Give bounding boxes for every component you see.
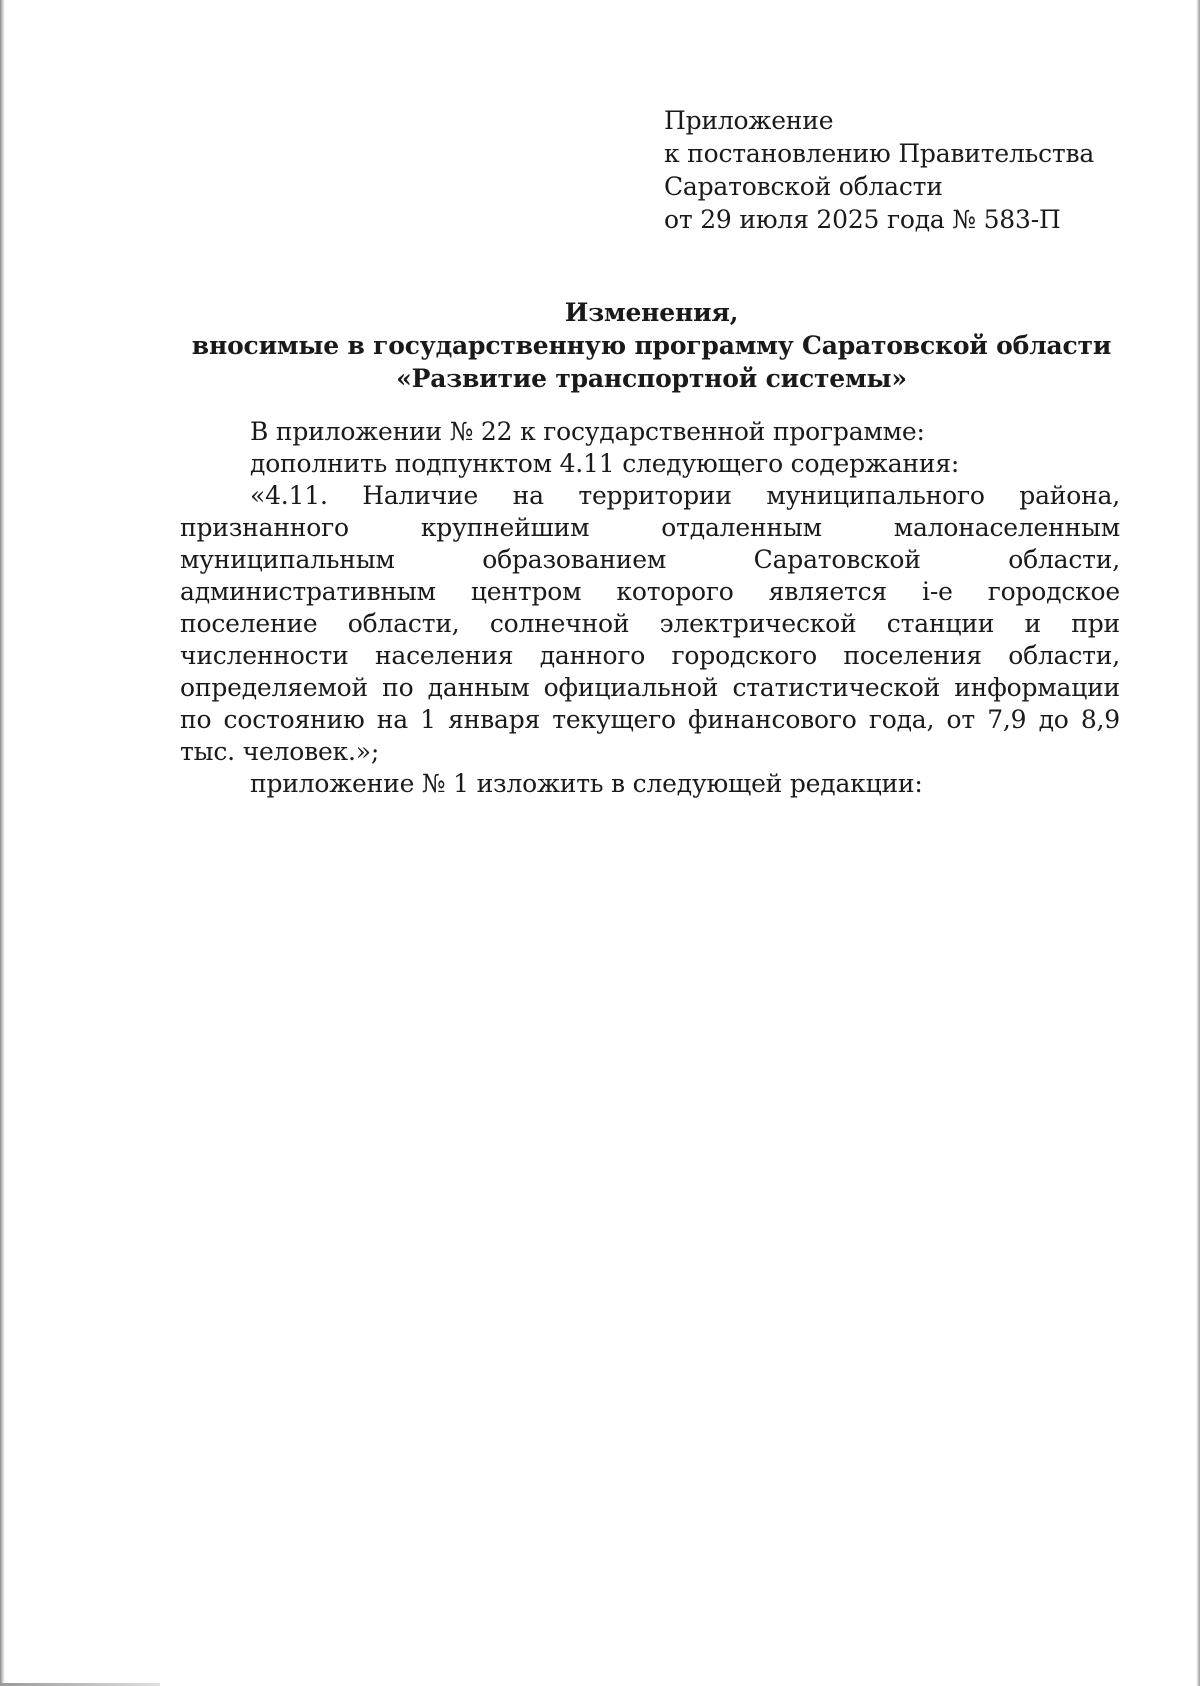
title-line-program-name: «Развитие транспортной системы» <box>396 364 907 393</box>
approval-block <box>664 104 1094 236</box>
approval-line-resolution: к постановлению Правительства <box>664 139 1095 168</box>
scan-edge-left <box>0 0 5 1686</box>
scan-edge-right <box>1196 0 1200 1686</box>
approval-line-date-number: от 29 июля 2025 года № 583-П <box>664 205 1061 234</box>
paragraph-subitem-4-11: «4.11. Наличие на территории муниципального района, признанного крупнейшим отдаленным малонаселенным муниципальным образованием Саратовской области, административным центром которого является i-е городское поселение области, солнечной электрической станции и при численности населения данного городского поселения области, определяемой по данным официальной статистической информации по состоянию на 1 января текущего финансового года, от 7,9 до 8,9 тыс. человек.»; <box>180 481 1120 766</box>
title-line-subject: вносимые в государственную программу Саратовской области <box>191 331 1112 360</box>
paragraph-add-subitem: дополнить подпунктом 4.11 следующего содержания: <box>250 449 960 478</box>
approval-line-appendix: Приложение <box>664 106 834 135</box>
paragraph-appendix-22: В приложении № 22 к государственной программе: <box>250 417 925 446</box>
document-title <box>180 296 1123 395</box>
paragraph-appendix-1: приложение № 1 изложить в следующей редакции: <box>250 769 923 798</box>
document-body <box>180 416 1120 800</box>
approval-line-region: Саратовской области <box>664 172 943 201</box>
title-line-changes: Изменения, <box>564 298 739 327</box>
